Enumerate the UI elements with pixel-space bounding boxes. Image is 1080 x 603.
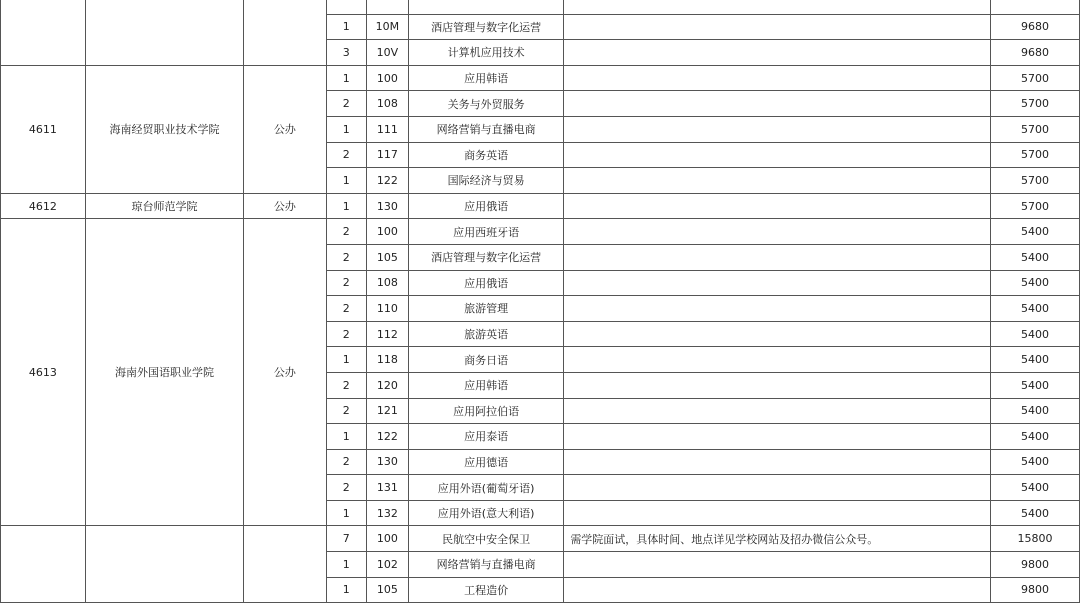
major-code-cell: 100 (366, 526, 408, 552)
fee-cell: 5700 (990, 193, 1079, 219)
major-code-cell: 100 (366, 65, 408, 91)
major-name-cell: 关务与外贸服务 (408, 91, 563, 117)
note-cell (564, 500, 991, 526)
plan-count-cell: 1 (326, 168, 366, 194)
major-name-cell: 应用俄语 (408, 193, 563, 219)
major-name-cell: 应用德语 (408, 449, 563, 475)
school-name-cell: 海南外国语职业学院 (85, 219, 243, 526)
note-cell (564, 14, 991, 40)
major-code-cell: 120 (366, 372, 408, 398)
major-name-cell: 民航空中安全保卫 (408, 526, 563, 552)
major-code-cell: 122 (366, 424, 408, 450)
major-name-cell: 应用韩语 (408, 65, 563, 91)
school-code-cell: 4611 (1, 65, 86, 193)
fee-cell: 5700 (990, 142, 1079, 168)
plan-count-cell: 1 (326, 500, 366, 526)
major-code-cell (366, 0, 408, 14)
major-code-cell: 105 (366, 244, 408, 270)
fee-cell: 5400 (990, 244, 1079, 270)
school-code-cell: 4613 (1, 219, 86, 526)
fee-cell: 5400 (990, 372, 1079, 398)
fee-cell: 5400 (990, 424, 1079, 450)
major-code-cell: 132 (366, 500, 408, 526)
plan-count-cell: 2 (326, 449, 366, 475)
major-name-cell: 应用西班牙语 (408, 219, 563, 245)
school-type-cell: 公办 (244, 193, 327, 219)
major-name-cell: 应用泰语 (408, 424, 563, 450)
major-code-cell: 112 (366, 321, 408, 347)
school-name-cell (85, 0, 243, 65)
major-name-cell: 工程造价 (408, 577, 563, 603)
plan-count-cell: 1 (326, 193, 366, 219)
major-code-cell: 102 (366, 552, 408, 578)
note-cell (564, 398, 991, 424)
major-code-cell: 131 (366, 475, 408, 501)
note-cell (564, 424, 991, 450)
plan-count-cell: 1 (326, 424, 366, 450)
plan-count-cell: 3 (326, 40, 366, 66)
plan-count-cell: 1 (326, 65, 366, 91)
note-cell (564, 321, 991, 347)
major-code-cell: 108 (366, 270, 408, 296)
fee-cell: 5400 (990, 500, 1079, 526)
school-name-cell: 琼台师范学院 (85, 193, 243, 219)
major-name-cell: 应用阿拉伯语 (408, 398, 563, 424)
plan-count-cell: 1 (326, 552, 366, 578)
plan-count-cell: 2 (326, 475, 366, 501)
note-cell (564, 270, 991, 296)
major-code-cell: 130 (366, 193, 408, 219)
school-type-cell: 公办 (244, 219, 327, 526)
major-code-cell: 118 (366, 347, 408, 373)
major-name-cell: 网络营销与直播电商 (408, 552, 563, 578)
fee-cell (990, 0, 1079, 14)
plan-count-cell: 2 (326, 270, 366, 296)
fee-cell: 9680 (990, 14, 1079, 40)
major-name-cell: 计算机应用技术 (408, 40, 563, 66)
major-code-cell: 111 (366, 116, 408, 142)
note-cell (564, 0, 991, 14)
note-cell (564, 449, 991, 475)
fee-cell: 5400 (990, 347, 1079, 373)
school-name-cell (85, 526, 243, 603)
note-cell (564, 577, 991, 603)
fee-cell: 5700 (990, 168, 1079, 194)
note-cell (564, 116, 991, 142)
major-code-cell: 100 (366, 219, 408, 245)
fee-cell: 5700 (990, 116, 1079, 142)
note-cell (564, 296, 991, 322)
fee-cell: 5400 (990, 219, 1079, 245)
plan-count-cell: 7 (326, 526, 366, 552)
plan-count-cell: 2 (326, 244, 366, 270)
note-cell (564, 347, 991, 373)
note-cell (564, 168, 991, 194)
plan-count-cell: 2 (326, 321, 366, 347)
table-row (1, 65, 1080, 91)
plan-count-cell: 1 (326, 116, 366, 142)
plan-count-cell: 2 (326, 91, 366, 117)
fee-cell: 9800 (990, 552, 1079, 578)
plan-count-cell: 2 (326, 219, 366, 245)
major-name-cell: 网络营销与直播电商 (408, 116, 563, 142)
major-name-cell: 酒店管理与数字化运营 (408, 244, 563, 270)
plan-count-cell: 1 (326, 14, 366, 40)
major-name-cell: 旅游管理 (408, 296, 563, 322)
fee-cell: 5700 (990, 65, 1079, 91)
table-row (1, 219, 1080, 245)
note-cell (564, 193, 991, 219)
fee-cell: 5400 (990, 270, 1079, 296)
plan-count-cell: 1 (326, 347, 366, 373)
major-code-cell: 121 (366, 398, 408, 424)
school-code-cell (1, 0, 86, 65)
major-code-cell: 10V (366, 40, 408, 66)
major-name-cell: 国际经济与贸易 (408, 168, 563, 194)
fee-cell: 9800 (990, 577, 1079, 603)
major-code-cell: 108 (366, 91, 408, 117)
plan-count-cell: 2 (326, 372, 366, 398)
major-code-cell: 130 (366, 449, 408, 475)
major-name-cell: 酒店管理与数字化运营 (408, 14, 563, 40)
note-cell (564, 40, 991, 66)
school-code-cell (1, 526, 86, 603)
note-cell (564, 142, 991, 168)
table-row (1, 526, 1080, 552)
major-name-cell: 应用韩语 (408, 372, 563, 398)
major-name-cell: 应用俄语 (408, 270, 563, 296)
table-row (1, 193, 1080, 219)
school-code-cell: 4612 (1, 193, 86, 219)
major-name-cell: 商务英语 (408, 142, 563, 168)
note-cell (564, 244, 991, 270)
note-cell (564, 65, 991, 91)
major-name-cell: 旅游英语 (408, 321, 563, 347)
school-type-cell: 公办 (244, 65, 327, 193)
note-cell (564, 372, 991, 398)
plan-count-cell: 2 (326, 398, 366, 424)
note-cell: 需学院面试，具体时间、地点详见学校网站及招办微信公众号。 (564, 526, 991, 552)
major-code-cell: 105 (366, 577, 408, 603)
major-name-cell (408, 0, 563, 14)
fee-cell: 5700 (990, 91, 1079, 117)
plan-count-cell: 1 (326, 577, 366, 603)
major-code-cell: 110 (366, 296, 408, 322)
major-code-cell: 122 (366, 168, 408, 194)
school-name-cell: 海南经贸职业技术学院 (85, 65, 243, 193)
plan-count-cell: 2 (326, 296, 366, 322)
fee-cell: 9680 (990, 40, 1079, 66)
major-code-cell: 10M (366, 14, 408, 40)
plan-count-cell: 2 (326, 142, 366, 168)
fee-cell: 5400 (990, 296, 1079, 322)
table-row (1, 0, 1080, 14)
fee-cell: 5400 (990, 398, 1079, 424)
note-cell (564, 552, 991, 578)
fee-cell: 15800 (990, 526, 1079, 552)
note-cell (564, 219, 991, 245)
fee-cell: 5400 (990, 321, 1079, 347)
major-code-cell: 117 (366, 142, 408, 168)
note-cell (564, 475, 991, 501)
major-name-cell: 应用外语(葡萄牙语) (408, 475, 563, 501)
major-name-cell: 商务日语 (408, 347, 563, 373)
school-type-cell (244, 526, 327, 603)
fee-cell: 5400 (990, 475, 1079, 501)
note-cell (564, 91, 991, 117)
plan-count-cell (326, 0, 366, 14)
school-type-cell (244, 0, 327, 65)
fee-cell: 5400 (990, 449, 1079, 475)
major-name-cell: 应用外语(意大利语) (408, 500, 563, 526)
